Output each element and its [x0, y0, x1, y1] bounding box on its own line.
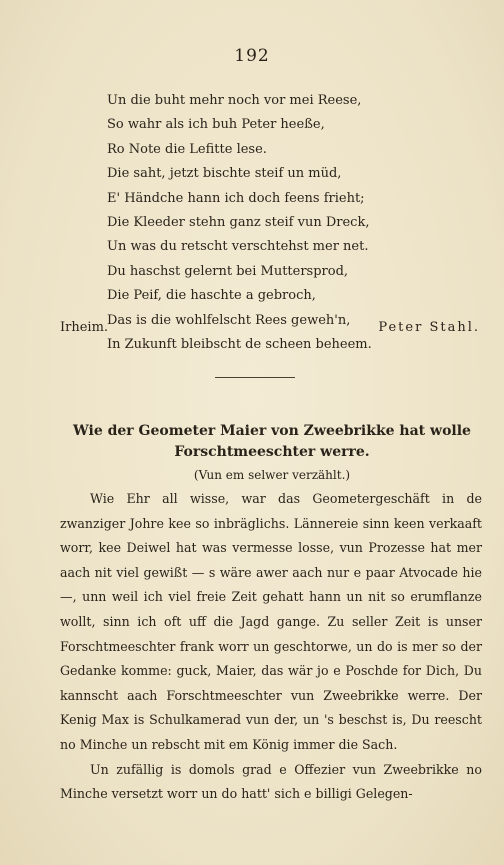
- signature-author: Peter Stahl.: [378, 320, 480, 335]
- page-number: 192: [234, 46, 270, 66]
- story-subtitle: (Vun em selwer verzählt.): [193, 468, 351, 482]
- poem-line: Die Kleeder stehn ganz steif vun Dreck,: [107, 215, 370, 231]
- poem-line: Die Peif, die haschte a gebroch,: [107, 288, 316, 304]
- poem-line: Ro Note die Lefitte lese.: [107, 141, 267, 157]
- poem-line: Du haschst gelernt bei Muttersprod,: [107, 263, 349, 279]
- poem-line: So wahr als ich buh Peter heeße,: [107, 117, 325, 133]
- poem-line: E' Händche hann ich doch feens frieht;: [107, 190, 365, 206]
- section-divider: [215, 377, 295, 378]
- story-body: [60, 487, 482, 807]
- poem-line: Das is die wohlfelscht Rees geweh'n,: [107, 312, 351, 328]
- body-paragraph: Un zufällig is domols grad e Offezier vun Zweebrikke no Minche versetzt worr un do hatt' sich e billigi Gelegen-: [60, 761, 482, 802]
- poem-line: Un was du retscht verschtehst mer net.: [107, 239, 369, 255]
- story-title: Wie der Geometer Maier von Zweebrikke hat wolle Forschtmeeschter werre.: [73, 423, 471, 460]
- poem: [107, 89, 407, 357]
- poem-line: In Zukunft bleibscht de scheen beheem.: [107, 337, 372, 353]
- signature-line: [60, 320, 484, 342]
- signature-place: Irheim.: [60, 320, 109, 335]
- poem-line: Die saht, jetzt bischte steif un müd,: [107, 166, 342, 182]
- poem-line: Un die buht mehr noch vor mei Reese,: [107, 93, 362, 108]
- body-paragraph: Wie Ehr all wisse, war das Geometergeschäft in de zwanziger Johre kee so inbräglichs. Lännereie sinn keen verkaaft worr, kee Deiwel hat was vermesse losse, vun Prozesse hat mer aach nit viel gewißt — s wäre awer aach nur e paar Atvocade hie —, unn weil ich viel freie Zeit gehatt hann un nit so erumflanze wollt, sinn ich oft uff die Jagd gange. Zu seller Zeit is unser Forschtmeeschter frank worr un geschtorwe, un do is mer so der Gedanke komme: guck, Maier, das wär jo e Poschde for Dich, Du kannscht aach Forschtmeeschter vun Zweebrikke werre. Der Kenig Max is Schulkamerad vun der, un 's beschst is, Du reescht no Minche un rebscht mit em König immer die Sach.: [60, 491, 482, 752]
